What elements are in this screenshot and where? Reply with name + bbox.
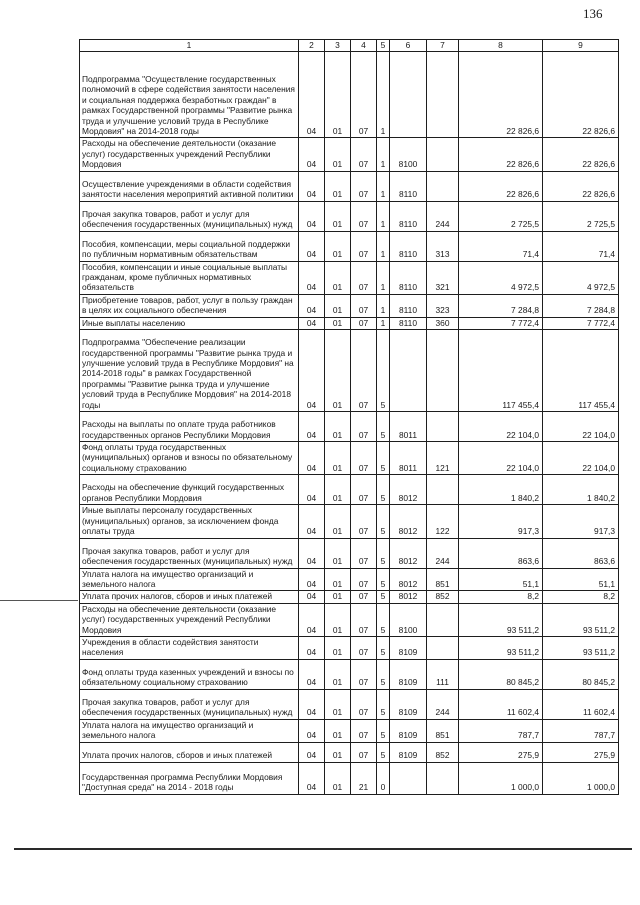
code-subsection: 01 [325,762,351,794]
code-section: 04 [299,475,325,505]
item-name: Иные выплаты населению [80,317,299,329]
amount-col9: 22 104,0 [543,442,619,475]
amount-col8: 93 511,2 [459,636,543,659]
code-program: 07 [351,412,377,442]
table-row [80,475,619,505]
code-item: 8109 [390,659,427,689]
table-row [80,442,619,475]
code-program: 07 [351,591,377,603]
table-row [80,231,619,261]
code-subprogram: 5 [377,538,390,568]
code-section: 04 [299,659,325,689]
code-section: 04 [299,505,325,538]
code-subsection: 01 [325,201,351,231]
code-expense-type: 121 [427,442,459,475]
code-section: 04 [299,442,325,475]
item-name: Прочая закупка товаров, работ и услуг для обеспечения государственных (муниципальных) нужд [80,201,299,231]
amount-col8: 1 000,0 [459,762,543,794]
amount-col8: 93 511,2 [459,603,543,636]
code-subprogram: 1 [377,138,390,171]
table-row [80,261,619,294]
code-subsection: 01 [325,442,351,475]
amount-col9: 93 511,2 [543,603,619,636]
amount-col9: 8,2 [543,591,619,603]
code-subprogram: 5 [377,591,390,603]
code-item: 8110 [390,317,427,329]
code-subsection: 01 [325,52,351,138]
code-subprogram: 5 [377,568,390,591]
code-section: 04 [299,591,325,603]
table-row [80,317,619,329]
column-header-5: 5 [377,40,390,52]
amount-col9: 80 845,2 [543,659,619,689]
item-name: Уплата налога на имущество организаций и земельного налога [80,568,299,591]
code-program: 07 [351,171,377,201]
amount-col8: 22 826,6 [459,138,543,171]
code-subsection: 01 [325,138,351,171]
code-program: 07 [351,505,377,538]
code-section: 04 [299,742,325,762]
code-expense-type: 852 [427,591,459,603]
table-row [80,330,619,412]
code-program: 07 [351,231,377,261]
table-row [80,762,619,794]
amount-col9: 11 602,4 [543,689,619,719]
code-program: 07 [351,475,377,505]
code-program: 07 [351,201,377,231]
code-program: 07 [351,568,377,591]
table-row [80,505,619,538]
code-subsection: 01 [325,475,351,505]
code-item: 8012 [390,591,427,603]
code-subprogram: 1 [377,171,390,201]
code-expense-type [427,171,459,201]
code-expense-type [427,762,459,794]
amount-col9: 71,4 [543,231,619,261]
code-program: 07 [351,659,377,689]
amount-col8: 22 104,0 [459,412,543,442]
code-program: 07 [351,719,377,742]
item-name: Расходы на обеспечение деятельности (оказание услуг) государственных учреждений Республики Мордовия [80,603,299,636]
column-header-6: 6 [390,40,427,52]
code-subsection: 01 [325,719,351,742]
table-row [80,568,619,591]
code-expense-type: 323 [427,294,459,317]
column-header-1: 1 [80,40,299,52]
amount-col9: 7 772,4 [543,317,619,329]
code-subprogram: 1 [377,201,390,231]
code-section: 04 [299,330,325,412]
code-program: 07 [351,636,377,659]
code-section: 04 [299,261,325,294]
amount-col9: 117 455,4 [543,330,619,412]
budget-table [79,39,619,795]
code-item: 8011 [390,442,427,475]
code-program: 07 [351,689,377,719]
code-program: 07 [351,317,377,329]
code-program: 07 [351,742,377,762]
code-section: 04 [299,52,325,138]
code-subprogram: 1 [377,294,390,317]
table-row [80,201,619,231]
code-subsection: 01 [325,603,351,636]
item-name: Пособия, компенсации и иные социальные выплаты гражданам, кроме публичных нормативных обязательств [80,261,299,294]
code-expense-type [427,603,459,636]
code-section: 04 [299,412,325,442]
item-name: Учреждения в области содействия занятости населения [80,636,299,659]
amount-col9: 787,7 [543,719,619,742]
code-section: 04 [299,317,325,329]
item-name: Приобретение товаров, работ, услуг в пользу граждан в целях их социального обеспечения [80,294,299,317]
item-name: Подпрограмма "Осуществление государственных полномочий в сфере содействия занятости населения и социальная поддержка безработных граждан" в рамках Государственной программы "Развитие рынка труда и улучшение условий труда в Республике Мордовия" на 2014-2018 годы [80,52,299,138]
column-header-8: 8 [459,40,543,52]
amount-col9: 4 972,5 [543,261,619,294]
amount-col9: 7 284,8 [543,294,619,317]
code-program: 07 [351,330,377,412]
code-section: 04 [299,568,325,591]
code-subsection: 01 [325,659,351,689]
amount-col8: 917,3 [459,505,543,538]
code-subprogram: 1 [377,317,390,329]
amount-col8: 7 284,8 [459,294,543,317]
table-row [80,591,619,603]
table-row [80,603,619,636]
code-section: 04 [299,538,325,568]
amount-col8: 787,7 [459,719,543,742]
code-subsection: 01 [325,742,351,762]
code-subsection: 01 [325,505,351,538]
code-subprogram: 1 [377,52,390,138]
table-row [80,52,619,138]
amount-col9: 51,1 [543,568,619,591]
code-program: 07 [351,603,377,636]
code-section: 04 [299,171,325,201]
code-program: 07 [351,442,377,475]
code-item: 8012 [390,505,427,538]
table-row [80,412,619,442]
code-item: 8109 [390,689,427,719]
table-row [80,138,619,171]
code-subprogram: 5 [377,603,390,636]
code-section: 04 [299,231,325,261]
amount-col8: 22 826,6 [459,171,543,201]
code-item: 8012 [390,538,427,568]
column-header-7: 7 [427,40,459,52]
code-subprogram: 1 [377,231,390,261]
code-item: 8110 [390,201,427,231]
code-item: 8110 [390,171,427,201]
code-item: 8012 [390,568,427,591]
code-subsection: 01 [325,538,351,568]
code-program: 07 [351,538,377,568]
code-item: 8100 [390,603,427,636]
code-program: 07 [351,261,377,294]
amount-col9: 917,3 [543,505,619,538]
code-expense-type [427,138,459,171]
code-subsection: 01 [325,591,351,603]
item-name: Прочая закупка товаров, работ и услуг для обеспечения государственных (муниципальных) нужд [80,538,299,568]
code-item: 8011 [390,412,427,442]
code-subprogram: 5 [377,475,390,505]
code-subprogram: 5 [377,689,390,719]
column-header-4: 4 [351,40,377,52]
amount-col9: 93 511,2 [543,636,619,659]
item-name: Уплата прочих налогов, сборов и иных платежей [80,591,299,603]
amount-col8: 8,2 [459,591,543,603]
amount-col8: 22 826,6 [459,52,543,138]
amount-col9: 22 104,0 [543,412,619,442]
amount-col8: 80 845,2 [459,659,543,689]
amount-col8: 275,9 [459,742,543,762]
code-program: 21 [351,762,377,794]
code-subsection: 01 [325,568,351,591]
code-expense-type [427,330,459,412]
code-program: 07 [351,294,377,317]
code-program: 07 [351,138,377,171]
code-item: 8110 [390,231,427,261]
amount-col9: 1 840,2 [543,475,619,505]
code-expense-type [427,412,459,442]
amount-col8: 117 455,4 [459,330,543,412]
code-item [390,52,427,138]
code-subsection: 01 [325,330,351,412]
code-subprogram: 5 [377,330,390,412]
amount-col9: 22 826,6 [543,171,619,201]
table-row [80,538,619,568]
code-item: 8012 [390,475,427,505]
item-name: Уплата прочих налогов, сборов и иных платежей [80,742,299,762]
item-name: Расходы на обеспечение функций государственных органов Республики Мордовия [80,475,299,505]
item-name: Пособия, компенсации, меры социальной поддержки по публичным нормативным обязательствам [80,231,299,261]
code-expense-type: 244 [427,689,459,719]
code-subprogram: 5 [377,412,390,442]
amount-col8: 1 840,2 [459,475,543,505]
item-name: Уплата налога на имущество организаций и земельного налога [80,719,299,742]
code-program: 07 [351,52,377,138]
table-row [80,742,619,762]
table-row [80,294,619,317]
amount-col8: 4 972,5 [459,261,543,294]
code-subsection: 01 [325,636,351,659]
code-expense-type: 313 [427,231,459,261]
code-section: 04 [299,719,325,742]
code-expense-type: 321 [427,261,459,294]
item-name: Фонд оплаты труда казенных учреждений и взносы по обязательному социальному страхованию [80,659,299,689]
code-section: 04 [299,689,325,719]
amount-col8: 7 772,4 [459,317,543,329]
code-section: 04 [299,294,325,317]
code-subprogram: 5 [377,636,390,659]
item-name: Фонд оплаты труда государственных (муниципальных) органов и взносы по обязательному социальному страхованию [80,442,299,475]
item-name: Осуществление учреждениями в области содействия занятости населения мероприятий активной политики [80,171,299,201]
code-item: 8109 [390,742,427,762]
code-subprogram: 1 [377,261,390,294]
scan-border-line [14,848,632,850]
code-subsection: 01 [325,412,351,442]
code-expense-type: 122 [427,505,459,538]
table-row [80,659,619,689]
code-expense-type [427,636,459,659]
amount-col8: 22 104,0 [459,442,543,475]
code-subsection: 01 [325,231,351,261]
code-item: 8110 [390,261,427,294]
code-subprogram: 5 [377,719,390,742]
item-name: Расходы на обеспечение деятельности (оказание услуг) государственных учреждений Республики Мордовия [80,138,299,171]
column-header-row [80,40,619,52]
table-row [80,689,619,719]
amount-col8: 51,1 [459,568,543,591]
column-header-3: 3 [325,40,351,52]
code-section: 04 [299,138,325,171]
code-expense-type [427,475,459,505]
code-subprogram: 0 [377,762,390,794]
amount-col8: 11 602,4 [459,689,543,719]
code-item: 8100 [390,138,427,171]
code-expense-type: 111 [427,659,459,689]
code-expense-type: 852 [427,742,459,762]
code-subprogram: 5 [377,742,390,762]
code-subsection: 01 [325,689,351,719]
code-expense-type: 244 [427,201,459,231]
code-section: 04 [299,636,325,659]
code-subsection: 01 [325,261,351,294]
amount-col8: 2 725,5 [459,201,543,231]
item-name: Расходы на выплаты по оплате труда работников государственных органов Республики Мордовия [80,412,299,442]
code-item: 8110 [390,294,427,317]
code-section: 04 [299,603,325,636]
code-subsection: 01 [325,171,351,201]
code-item [390,762,427,794]
code-subsection: 01 [325,294,351,317]
code-subsection: 01 [325,317,351,329]
table-row [80,719,619,742]
amount-col8: 71,4 [459,231,543,261]
item-name: Подпрограмма "Обеспечение реализации государственной программы "Развитие рынка труда и улучшение условий труда в Республике Мордовия" на 2014-2018 годы" в рамках Государственной программы "Развитие рынка труда и улучшение условий труда в Республике Мордовия" на 2014-2018 годы [80,330,299,412]
table-row [80,171,619,201]
code-expense-type: 851 [427,719,459,742]
amount-col9: 863,6 [543,538,619,568]
code-item [390,330,427,412]
code-expense-type: 851 [427,568,459,591]
code-item: 8109 [390,636,427,659]
item-name: Иные выплаты персоналу государственных (муниципальных) органов, за исключением фонда оплаты труда [80,505,299,538]
code-subprogram: 5 [377,442,390,475]
amount-col9: 2 725,5 [543,201,619,231]
item-name: Государственная программа Республики Мордовия "Доступная среда" на 2014 - 2018 годы [80,762,299,794]
code-expense-type [427,52,459,138]
column-header-2: 2 [299,40,325,52]
code-expense-type: 360 [427,317,459,329]
scan-edge-line [0,600,78,601]
code-section: 04 [299,762,325,794]
code-subprogram: 5 [377,505,390,538]
code-section: 04 [299,201,325,231]
amount-col9: 22 826,6 [543,52,619,138]
amount-col9: 275,9 [543,742,619,762]
amount-col9: 1 000,0 [543,762,619,794]
amount-col9: 22 826,6 [543,138,619,171]
item-name: Прочая закупка товаров, работ и услуг для обеспечения государственных (муниципальных) нужд [80,689,299,719]
table-row [80,636,619,659]
code-expense-type: 244 [427,538,459,568]
page-number: 136 [583,6,603,21]
column-header-9: 9 [543,40,619,52]
amount-col8: 863,6 [459,538,543,568]
code-item: 8109 [390,719,427,742]
code-subprogram: 5 [377,659,390,689]
